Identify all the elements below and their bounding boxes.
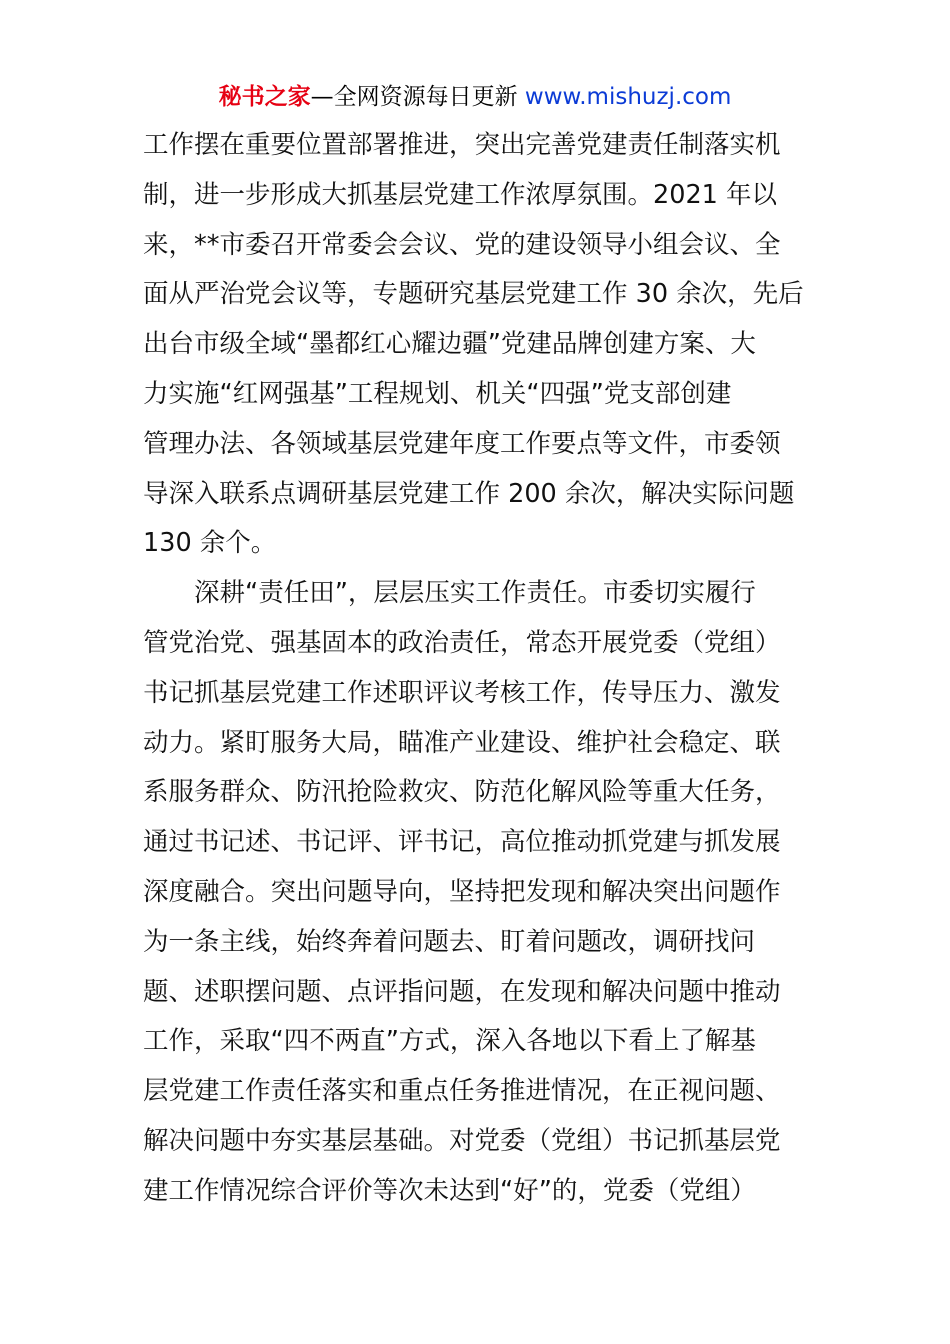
text-line: 层党建工作责任落实和重点任务推进情况，在正视问题、 (143, 1076, 781, 1107)
site-brand: 秘书之家 (218, 84, 311, 110)
text-line: 书记抓基层党建工作述职评议考核工作，传导压力、激发 (143, 677, 781, 708)
text-line: 面从严治党会议等，专题研究基层党建工作 30 余次，先后 (143, 279, 804, 310)
text-line: 制，进一步形成大抓基层党建工作浓厚氛围。2021 年以 (143, 179, 778, 210)
text-line: 工作，采取“四不两直”方式，深入各地以下看上了解基 (143, 1026, 756, 1057)
text-line: 深度融合。突出问题导向，坚持把发现和解决突出问题作 (143, 876, 781, 907)
site-url-link[interactable]: www.mishuzj.com (524, 84, 732, 110)
text-line: 导深入联系点调研基层党建工作 200 余次，解决实际问题 (143, 478, 795, 509)
text-line: 来，**市委召开常委会会议、党的建设领导小组会议、全 (143, 229, 781, 260)
text-line: 力实施“红网强基”工程规划、机关“四强”党支部创建 (143, 378, 732, 409)
page-header (0, 80, 950, 114)
text-line: 130 余个。 (143, 528, 277, 559)
header-tagline: —全网资源每日更新 (310, 84, 525, 110)
paragraph-start-line: 深耕“责任田”，层层压实工作责任。市委切实履行 (194, 578, 756, 609)
text-line: 为一条主线，始终奔着问题去、盯着问题改，调研找问 (143, 926, 756, 957)
document-body (143, 121, 807, 1217)
text-line: 题、述职摆问题、点评指问题，在发现和解决问题中推动 (143, 976, 781, 1007)
text-line: 通过书记述、书记评、评书记，高位推动抓党建与抓发展 (143, 827, 781, 858)
text-line: 解决问题中夯实基层基础。对党委（党组）书记抓基层党 (143, 1125, 781, 1156)
text-line: 系服务群众、防汛抢险救灾、防范化解风险等重大任务， (143, 777, 781, 808)
text-line: 出台市级全域“墨都红心耀边疆”党建品牌创建方案、大 (143, 329, 756, 360)
text-line: 建工作情况综合评价等次未达到“好”的，党委（党组） (143, 1175, 756, 1206)
text-line: 管党治党、强基固本的政治责任，常态开展党委（党组） (143, 627, 781, 658)
text-line: 工作摆在重要位置部署推进，突出完善党建责任制落实机 (143, 130, 781, 160)
text-line: 管理办法、各领域基层党建年度工作要点等文件，市委领 (143, 428, 781, 459)
text-line: 动力。紧盯服务大局，瞄准产业建设、维护社会稳定、联 (143, 727, 781, 758)
